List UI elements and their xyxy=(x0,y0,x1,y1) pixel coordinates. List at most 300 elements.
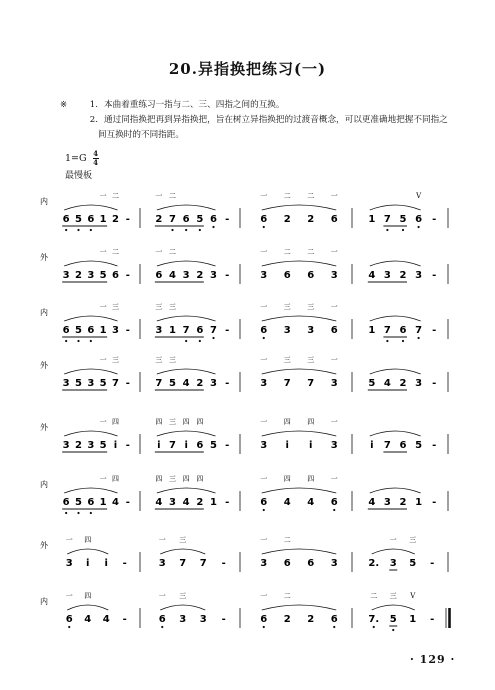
score-note: - xyxy=(125,440,130,451)
score-note: i xyxy=(86,558,90,569)
low-octave-dot xyxy=(212,226,214,228)
score-note: - xyxy=(125,325,130,336)
score-note: i xyxy=(157,440,161,451)
slur-arc xyxy=(157,431,216,436)
finger-marking: 二 xyxy=(370,592,378,600)
score-note: 3 xyxy=(87,440,95,451)
finger-marking: 一 xyxy=(155,248,163,256)
score-note: - xyxy=(432,497,437,508)
finger-marking: 二 xyxy=(283,536,291,544)
score-note: 7 xyxy=(155,378,163,389)
finger-marking: 一 xyxy=(260,418,268,426)
low-octave-dot xyxy=(263,509,265,511)
finger-marking: 一 xyxy=(260,248,268,256)
score-note: 4 xyxy=(112,497,119,508)
score-note: 5 xyxy=(389,614,397,625)
finger-marking: 一 xyxy=(330,475,338,483)
score-note: - xyxy=(122,614,127,625)
score-note: 5 xyxy=(75,378,82,389)
finger-marking: 一 xyxy=(330,418,338,426)
finger-marking: 四 xyxy=(155,475,163,483)
score-note: 4 xyxy=(368,270,376,281)
score-note: 7 xyxy=(112,378,119,389)
low-octave-dot xyxy=(333,509,335,511)
string-label: 内 xyxy=(40,597,48,606)
score-note: 1 xyxy=(99,497,107,508)
score-note: - xyxy=(432,440,437,451)
score-note: 3 xyxy=(383,497,391,508)
slur-arc xyxy=(262,488,337,493)
slur-arc xyxy=(262,431,337,436)
score-note: 1 xyxy=(210,497,217,508)
score-note: - xyxy=(221,558,226,569)
slur-arc xyxy=(262,605,337,610)
score-note: 5 xyxy=(415,440,423,451)
score-note: 2 xyxy=(283,614,291,625)
score-note: 6 xyxy=(283,270,291,281)
string-label: 内 xyxy=(40,308,48,317)
score-note: 3 xyxy=(330,378,338,389)
score-note: - xyxy=(432,378,437,389)
score-note: 6 xyxy=(330,325,338,336)
score-note: 6 xyxy=(62,497,70,508)
low-octave-dot xyxy=(185,340,187,342)
score-note: 2 xyxy=(196,378,204,389)
score-note: 6 xyxy=(87,214,95,225)
finger-marking: 三 xyxy=(112,303,119,311)
string-label: 外 xyxy=(40,423,48,432)
score-note: 3 xyxy=(415,270,423,281)
slur-arc xyxy=(372,605,415,610)
finger-marking: 四 xyxy=(84,536,92,544)
score-note: - xyxy=(125,378,130,389)
reference-mark: ※ xyxy=(60,100,68,110)
tempo-marking: 最慢板 xyxy=(65,171,93,181)
finger-marking: 二 xyxy=(112,248,119,256)
score-note: 3 xyxy=(283,325,291,336)
score-note: 2 xyxy=(399,378,407,389)
finger-marking: 三 xyxy=(155,303,163,311)
score-note: i xyxy=(184,440,188,451)
score-note: 3 xyxy=(182,270,190,281)
finger-marking: 一 xyxy=(260,356,268,364)
slur-arc xyxy=(157,261,216,266)
low-octave-dot xyxy=(68,626,70,628)
score-note: 6 xyxy=(62,325,70,336)
score-note: 3 xyxy=(260,440,268,451)
score-note: 1 xyxy=(368,325,376,336)
score-note: 7 xyxy=(383,214,391,225)
score-note: 4 xyxy=(182,378,190,389)
low-octave-dot xyxy=(77,229,79,231)
note-number: 2. xyxy=(89,115,98,125)
score-note: 3 xyxy=(210,378,217,389)
score-note: 3 xyxy=(155,325,163,336)
score-note: 6 xyxy=(330,214,338,225)
low-octave-dot xyxy=(418,226,420,228)
score-note: - xyxy=(125,270,130,281)
finger-marking: 一 xyxy=(260,475,268,483)
score-note: 6 xyxy=(399,440,407,451)
finger-marking: 三 xyxy=(179,592,187,600)
slur-arc xyxy=(157,205,216,210)
low-octave-dot xyxy=(90,512,92,514)
score-note: 7 xyxy=(383,325,391,336)
finger-marking: 四 xyxy=(196,475,204,483)
score-note: 6 xyxy=(260,614,268,625)
finger-marking: 二 xyxy=(112,192,119,200)
finger-marking: 一 xyxy=(99,303,107,311)
score-note: 3 xyxy=(199,614,207,625)
slur-arc xyxy=(160,549,205,554)
score-note: - xyxy=(125,497,130,508)
score-note: 5 xyxy=(99,440,107,451)
slur-arc xyxy=(160,605,205,610)
finger-marking: 一 xyxy=(99,248,107,256)
slur-arc xyxy=(262,316,337,321)
finger-marking: 四 xyxy=(182,475,190,483)
score-note: 5 xyxy=(409,558,417,569)
score-note: - xyxy=(125,214,130,225)
score-note: 2 xyxy=(112,214,119,225)
note-text: 本曲着重练习一指与二、三、四指之间的互换。 xyxy=(104,100,285,110)
score-note: 6 xyxy=(260,325,268,336)
score-note: 3 xyxy=(62,378,70,389)
score-note: 7 xyxy=(415,325,423,336)
score-note: - xyxy=(225,214,230,225)
finger-marking: 二 xyxy=(169,192,176,200)
score-note: 5 xyxy=(210,440,217,451)
score-note: - xyxy=(225,497,230,508)
score-note: 1 xyxy=(99,214,107,225)
score-note: 4 xyxy=(102,614,110,625)
score-note: 2 xyxy=(75,270,82,281)
score-note: 4 xyxy=(169,270,176,281)
score-note: 5 xyxy=(196,214,204,225)
finger-marking: 一 xyxy=(330,356,338,364)
score-note: 4 xyxy=(307,497,315,508)
slur-arc xyxy=(370,205,421,210)
score-note: 6 xyxy=(87,325,95,336)
score-note: 1 xyxy=(368,214,376,225)
slur-arc xyxy=(262,369,337,374)
score-note: 7 xyxy=(307,378,315,389)
score-note: 6 xyxy=(196,325,204,336)
score-note: 5 xyxy=(75,214,82,225)
score-note: 3 xyxy=(307,325,315,336)
score-note: 6 xyxy=(196,440,204,451)
finger-marking: 三 xyxy=(179,536,187,544)
score-note: 6 xyxy=(260,214,268,225)
key-text: 1=G xyxy=(65,153,87,164)
low-octave-dot xyxy=(199,340,201,342)
score-note: 4 xyxy=(368,497,376,508)
slur-arc xyxy=(262,549,337,554)
score-note: 6 xyxy=(307,270,315,281)
low-octave-dot xyxy=(171,229,173,231)
slur-arc xyxy=(64,488,117,493)
score-note: 3 xyxy=(260,270,268,281)
score-note: - xyxy=(432,214,437,225)
score-note: - xyxy=(430,614,435,625)
score-note: 5 xyxy=(399,214,407,225)
slur-arc xyxy=(64,369,117,374)
finger-marking: 一 xyxy=(65,592,73,600)
score-note: 2 xyxy=(75,440,82,451)
score-note: 3 xyxy=(330,440,338,451)
score-note: 1 xyxy=(409,614,417,625)
slur-arc xyxy=(64,261,117,266)
score-note: 3 xyxy=(62,270,70,281)
string-label: 内 xyxy=(40,197,48,206)
score-note: 3 xyxy=(330,270,338,281)
score-note: 7 xyxy=(182,325,190,336)
finger-marking: 四 xyxy=(196,418,204,426)
string-label: 外 xyxy=(40,253,48,262)
slur-arc xyxy=(64,316,117,321)
finger-marking: 四 xyxy=(182,418,190,426)
finger-marking: 一 xyxy=(330,192,338,200)
score-note: 2 xyxy=(283,214,291,225)
score-note: 2 xyxy=(399,497,407,508)
slur-arc xyxy=(64,205,117,210)
finger-marking: 二 xyxy=(307,248,315,256)
score-note: 3 xyxy=(65,558,73,569)
score-note: 6 xyxy=(182,214,190,225)
low-octave-dot xyxy=(199,229,201,231)
low-octave-dot xyxy=(65,512,67,514)
score-note: 3 xyxy=(158,558,166,569)
string-label: 内 xyxy=(40,480,48,489)
score-note: 2 xyxy=(307,214,315,225)
score-note: 7 xyxy=(210,325,217,336)
slur-arc xyxy=(370,431,421,436)
low-octave-dot xyxy=(77,512,79,514)
score-note: 7 xyxy=(169,214,176,225)
score-note: 3 xyxy=(260,558,268,569)
finger-marking: 一 xyxy=(65,536,73,544)
time-top: 4 xyxy=(93,149,99,158)
finger-marking: 四 xyxy=(307,475,315,483)
score-note: 4 xyxy=(155,497,163,508)
slur-arc xyxy=(157,488,216,493)
score-note: 3 xyxy=(169,497,176,508)
exercise-title: 20.异指换把练习(一) xyxy=(168,60,327,78)
score-note: 6 xyxy=(399,325,407,336)
score-note: 4 xyxy=(84,614,92,625)
finger-marking: 一 xyxy=(158,536,166,544)
note-continuation: 间互换时的不同指距。 xyxy=(98,130,184,140)
slur-arc xyxy=(262,205,337,210)
score-note: 3 xyxy=(87,270,95,281)
finger-marking: 三 xyxy=(112,356,119,364)
score-note: 3 xyxy=(260,378,268,389)
finger-marking: 三 xyxy=(169,475,176,483)
finger-marking: 三 xyxy=(283,303,291,311)
low-octave-dot xyxy=(212,337,214,339)
finger-marking: 三 xyxy=(169,356,176,364)
finger-marking: 三 xyxy=(283,356,291,364)
score-note: 6 xyxy=(330,497,338,508)
low-octave-dot xyxy=(402,229,404,231)
score-note: 2. xyxy=(368,558,380,569)
score-note: - xyxy=(221,614,226,625)
score-note: i xyxy=(113,440,118,451)
finger-marking: 二 xyxy=(307,192,315,200)
slur-arc xyxy=(262,261,337,266)
finger-marking: 三 xyxy=(409,536,417,544)
score-note: 6 xyxy=(260,497,268,508)
score-note: - xyxy=(122,558,127,569)
finger-marking: 四 xyxy=(112,475,119,483)
score-note: 7. xyxy=(368,614,380,625)
finger-marking: 一 xyxy=(99,475,107,483)
low-octave-dot xyxy=(333,626,335,628)
score-note: 1 xyxy=(169,325,176,336)
slur-arc xyxy=(67,549,108,554)
finger-marking: 一 xyxy=(330,248,338,256)
score-note: 6 xyxy=(330,614,338,625)
low-octave-dot xyxy=(373,626,375,628)
page-number: · 129 · xyxy=(410,653,456,666)
finger-marking: 四 xyxy=(283,475,291,483)
finger-marking: 二 xyxy=(283,592,291,600)
finger-marking: 四 xyxy=(307,418,315,426)
score-note: 5 xyxy=(169,378,176,389)
low-octave-dot xyxy=(386,340,388,342)
score-note: 7 xyxy=(199,558,207,569)
low-octave-dot xyxy=(392,629,394,631)
low-octave-dot xyxy=(418,337,420,339)
score-note: 6 xyxy=(307,558,315,569)
score-note: 4 xyxy=(383,378,391,389)
score-note: 6 xyxy=(112,270,119,281)
score-note: 3 xyxy=(389,558,397,569)
finger-marking: 二 xyxy=(169,248,176,256)
score-note: i xyxy=(309,440,313,451)
score-note: 5 xyxy=(368,378,376,389)
score-note: i xyxy=(285,440,289,451)
slur-arc xyxy=(370,488,421,493)
score-note: 3 xyxy=(112,325,119,336)
score-note: 6 xyxy=(65,614,73,625)
score-note: 2 xyxy=(399,270,407,281)
finger-marking: 四 xyxy=(112,418,119,426)
low-octave-dot xyxy=(77,340,79,342)
finger-marking: 二 xyxy=(283,248,291,256)
score-note: 7 xyxy=(383,440,391,451)
score-note: 3 xyxy=(383,270,391,281)
score-note: - xyxy=(432,325,437,336)
finger-marking: 一 xyxy=(330,303,338,311)
note-text: 通过同指换把再到异指换把，旨在树立异指换把的过渡音概念，可以更准确地把握不同指之 xyxy=(104,115,448,125)
score-note: - xyxy=(225,270,230,281)
finger-marking: 一 xyxy=(99,192,107,200)
score-note: 6 xyxy=(210,214,217,225)
score-note: 2 xyxy=(196,497,204,508)
score-note: 4 xyxy=(283,497,291,508)
slur-arc xyxy=(157,316,216,321)
score-note: 3 xyxy=(415,378,423,389)
finger-marking: V xyxy=(410,592,416,600)
score-note: 3 xyxy=(87,378,95,389)
finger-marking: 四 xyxy=(155,418,163,426)
score-note: 6 xyxy=(87,497,95,508)
note-number: 1. xyxy=(89,100,98,110)
finger-marking: 一 xyxy=(260,192,268,200)
slur-arc xyxy=(370,261,421,266)
score-note: 1 xyxy=(99,325,107,336)
score-note: - xyxy=(432,270,437,281)
score-note: 7 xyxy=(283,378,291,389)
low-octave-dot xyxy=(161,626,163,628)
score-note: 6 xyxy=(283,558,291,569)
string-label: 外 xyxy=(40,361,48,370)
score-note: 3 xyxy=(330,558,338,569)
score-note: - xyxy=(430,558,435,569)
low-octave-dot xyxy=(185,229,187,231)
score-note: 3 xyxy=(179,614,187,625)
low-octave-dot xyxy=(263,226,265,228)
score-note: 6 xyxy=(158,614,166,625)
score-note: 5 xyxy=(99,378,107,389)
low-octave-dot xyxy=(386,229,388,231)
low-octave-dot xyxy=(65,229,67,231)
finger-marking: 三 xyxy=(307,356,315,364)
score-note: 5 xyxy=(99,270,107,281)
time-bottom: 4 xyxy=(93,158,99,167)
slur-arc xyxy=(67,605,108,610)
score-note: i xyxy=(104,558,108,569)
finger-marking: 四 xyxy=(283,418,291,426)
string-label: 外 xyxy=(40,541,48,550)
score-note: 7 xyxy=(179,558,187,569)
slur-arc xyxy=(157,369,216,374)
finger-marking: 一 xyxy=(158,592,166,600)
finger-marking: 三 xyxy=(155,356,163,364)
low-octave-dot xyxy=(65,340,67,342)
finger-marking: 一 xyxy=(99,418,107,426)
low-octave-dot xyxy=(90,229,92,231)
score-note: 7 xyxy=(169,440,176,451)
finger-marking: 三 xyxy=(169,303,176,311)
score-note: - xyxy=(225,440,230,451)
score-note: 6 xyxy=(155,270,163,281)
score-note: 2 xyxy=(196,270,204,281)
slur-arc xyxy=(370,316,421,321)
finger-marking: 三 xyxy=(389,592,397,600)
finger-marking: V xyxy=(416,192,422,200)
low-octave-dot xyxy=(90,340,92,342)
slur-arc xyxy=(64,431,117,436)
low-octave-dot xyxy=(263,337,265,339)
slur-arc xyxy=(370,369,421,374)
low-octave-dot xyxy=(402,340,404,342)
score-note: 6 xyxy=(415,214,423,225)
score-note: i xyxy=(370,440,374,451)
finger-marking: 一 xyxy=(260,592,268,600)
score-note: - xyxy=(225,378,230,389)
score-note: 5 xyxy=(75,497,82,508)
finger-marking: 一 xyxy=(155,192,163,200)
finger-marking: 二 xyxy=(283,192,291,200)
finger-marking: 四 xyxy=(84,592,92,600)
finger-marking: 一 xyxy=(260,303,268,311)
score-note: 3 xyxy=(62,440,70,451)
slur-arc xyxy=(372,549,415,554)
score-note: 1 xyxy=(415,497,423,508)
finger-marking: 一 xyxy=(99,356,107,364)
